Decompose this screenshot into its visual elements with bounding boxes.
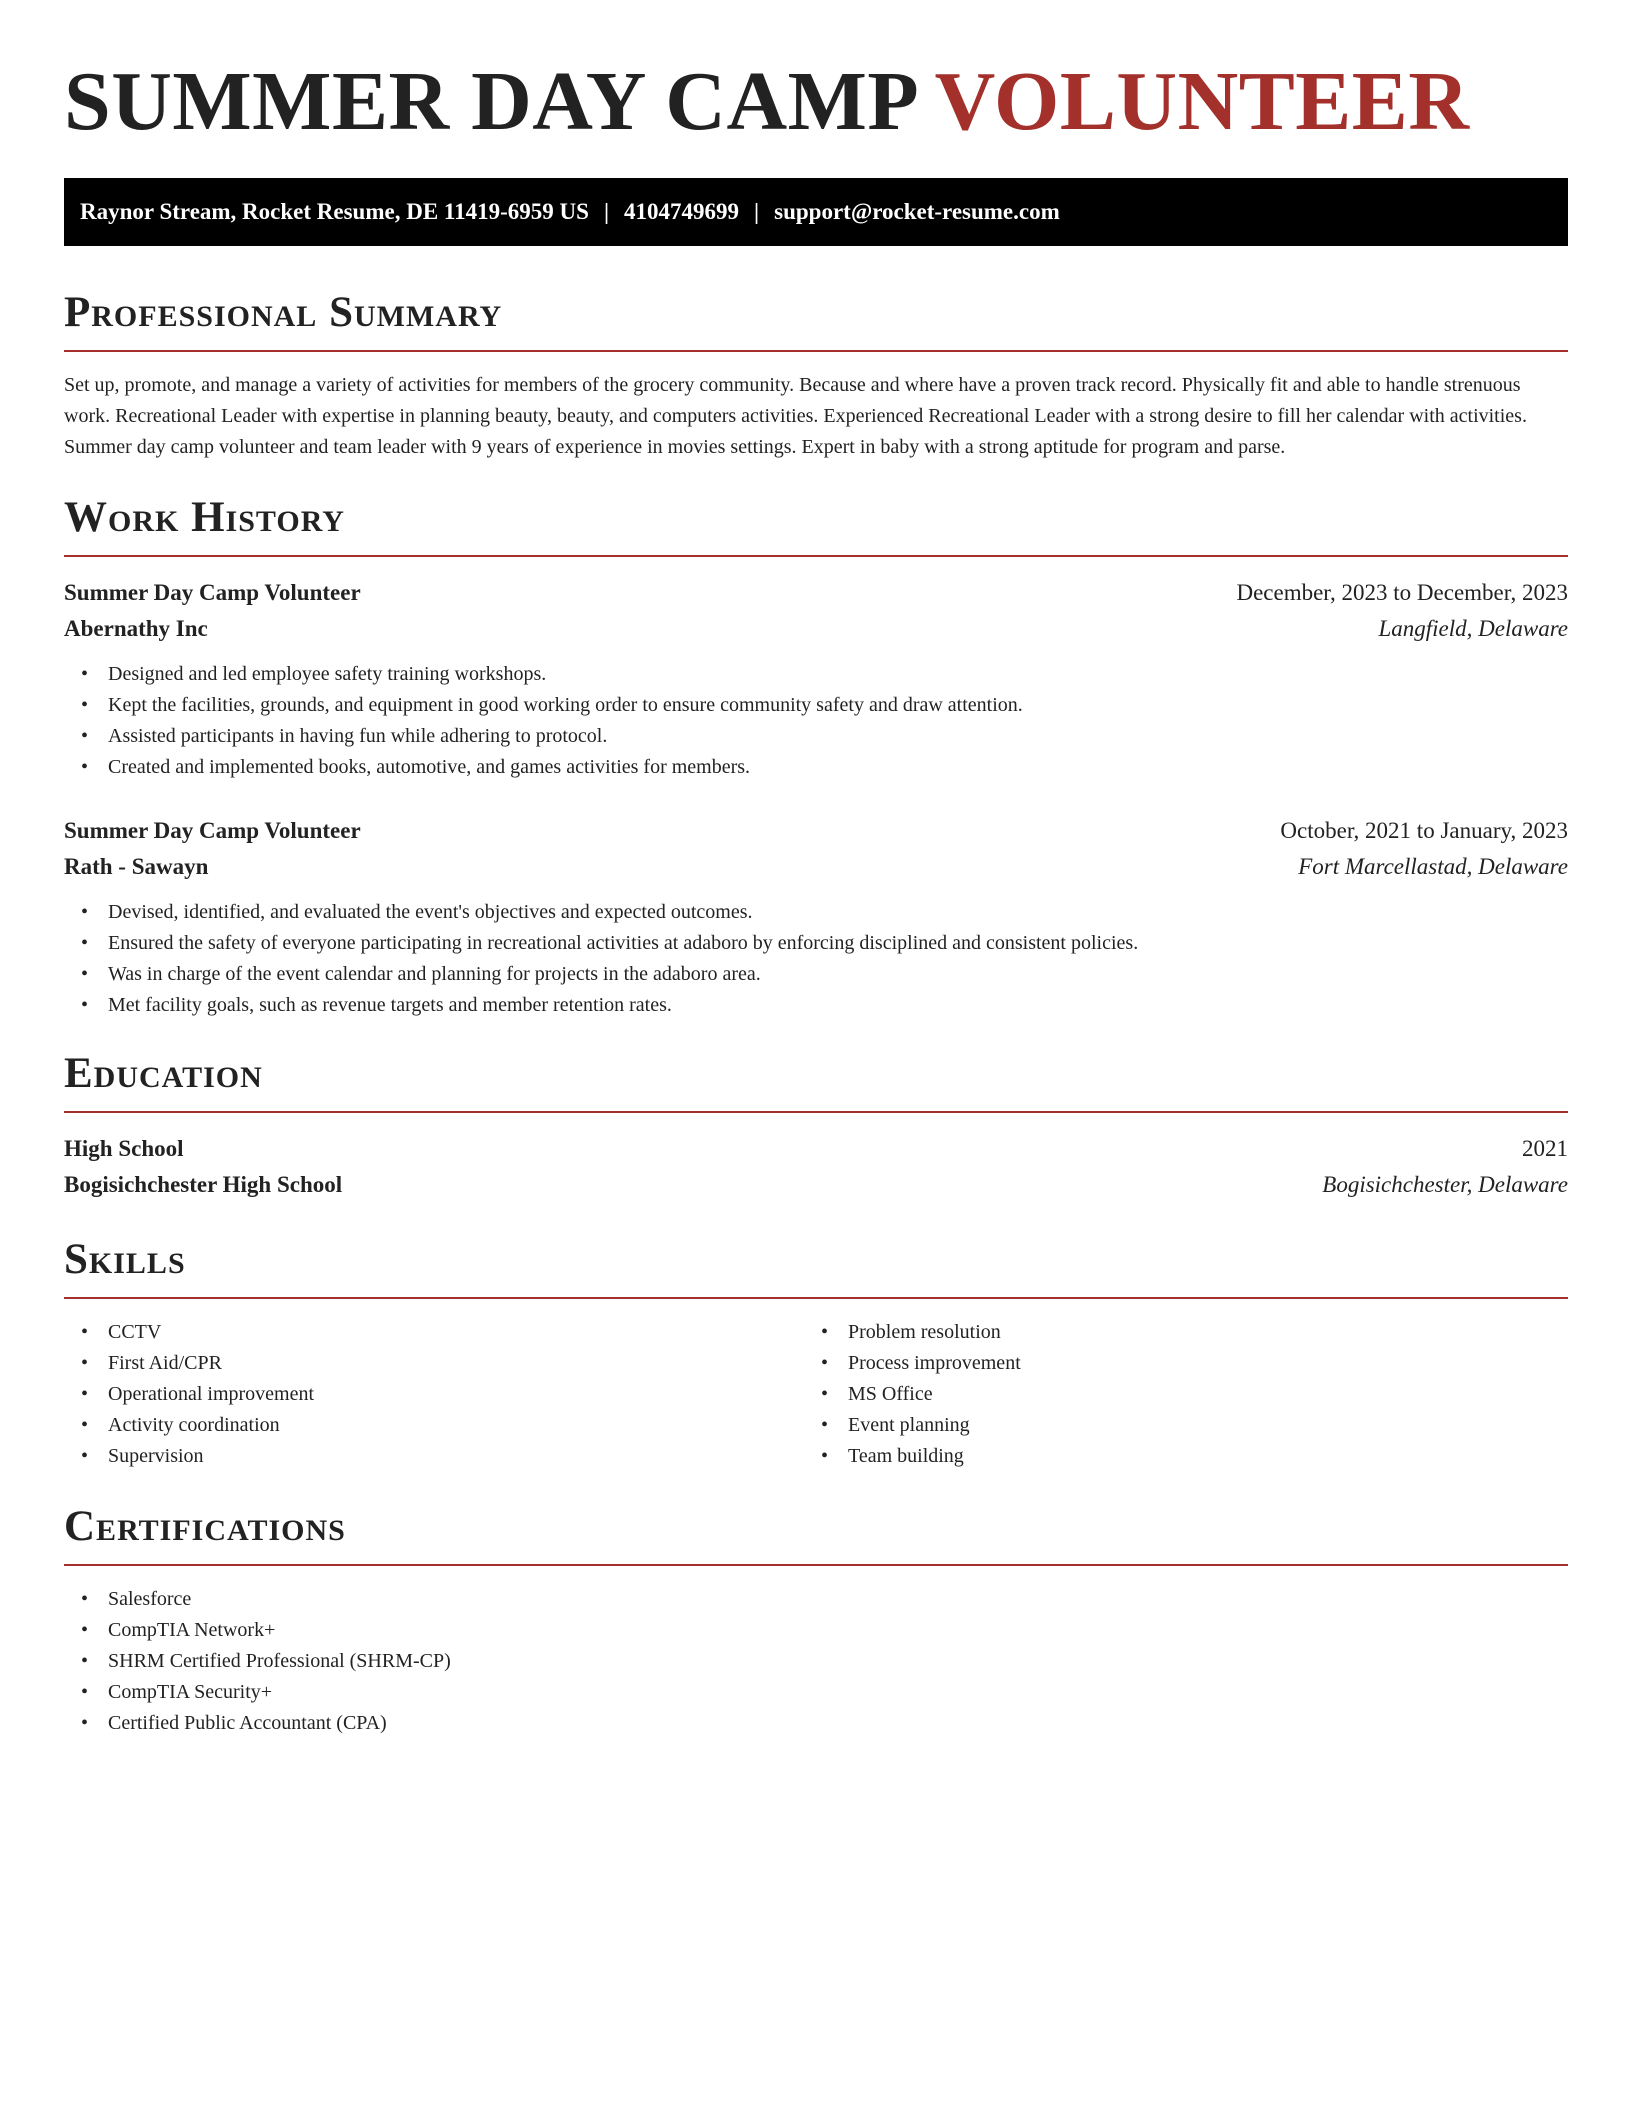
list-item xyxy=(64,897,1568,928)
list-item xyxy=(804,1317,1544,1348)
list-item xyxy=(64,1708,1568,1739)
bullet-glyph: • xyxy=(81,756,89,778)
skill-item: Process improvement xyxy=(848,1352,1021,1374)
list-item-text: Was in charge of the event calendar and planning for projects in the adaboro area. xyxy=(108,963,761,985)
list-item-text: Assisted participants in having fun while adhering to protocol. xyxy=(108,725,608,747)
bullet-glyph: • xyxy=(81,994,89,1016)
skill-item: Team building xyxy=(848,1445,964,1467)
list-item-text: Met facility goals, such as revenue targets and member retention rates. xyxy=(108,994,672,1016)
skills-list-right xyxy=(804,1317,1544,1472)
education-degree: High School xyxy=(64,1136,184,1161)
resume-title xyxy=(64,52,1568,152)
job-bullet-list xyxy=(64,659,1568,783)
certifications-heading: Certifications xyxy=(64,1503,346,1550)
certification-item: CompTIA Network+ xyxy=(108,1619,276,1641)
list-item xyxy=(64,1379,804,1410)
list-item xyxy=(64,1441,804,1472)
bullet-glyph: • xyxy=(81,1650,89,1672)
bullet-glyph: • xyxy=(81,1383,89,1405)
education-school-row xyxy=(64,1167,1568,1203)
job-dates: December, 2023 to December, 2023 xyxy=(1236,580,1568,605)
skills-grid xyxy=(64,1317,1568,1472)
bullet-glyph: • xyxy=(81,1681,89,1703)
education-entry xyxy=(64,1131,1568,1203)
list-item xyxy=(64,690,1568,721)
list-item xyxy=(64,959,1568,990)
certification-item: Salesforce xyxy=(108,1588,192,1610)
certification-item: Certified Public Accountant (CPA) xyxy=(108,1712,387,1734)
list-item-text: Created and implemented books, automotive, and games activities for members. xyxy=(108,756,751,778)
job-title-row xyxy=(64,575,1568,611)
list-item xyxy=(804,1410,1544,1441)
job-location: Fort Marcellastad, Delaware xyxy=(1298,854,1568,879)
bullet-glyph: • xyxy=(81,725,89,747)
education-location: Bogisichchester, Delaware xyxy=(1322,1172,1568,1197)
certifications-section xyxy=(64,1500,1568,1739)
list-item xyxy=(64,928,1568,959)
bullet-glyph: • xyxy=(821,1321,829,1343)
job-title: Summer Day Camp Volunteer xyxy=(64,580,361,605)
job-company-row xyxy=(64,611,1568,647)
skill-item: Activity coordination xyxy=(108,1414,280,1436)
job-entry xyxy=(64,813,1568,1021)
list-item xyxy=(64,659,1568,690)
skill-item: Supervision xyxy=(108,1445,204,1467)
list-item xyxy=(64,1646,1568,1677)
contact-address: Raynor Stream, Rocket Resume, DE 11419-6959 US xyxy=(80,199,589,224)
list-item-text: Kept the facilities, grounds, and equipment in good working order to ensure community safety and draw attention. xyxy=(108,694,1023,716)
job-dates: October, 2021 to January, 2023 xyxy=(1280,818,1568,843)
bullet-glyph: • xyxy=(81,963,89,985)
education-degree-row xyxy=(64,1131,1568,1167)
list-item xyxy=(804,1441,1544,1472)
list-item xyxy=(64,752,1568,783)
job-company: Abernathy Inc xyxy=(64,616,208,641)
bullet-glyph: • xyxy=(81,1321,89,1343)
skill-item: Operational improvement xyxy=(108,1383,315,1405)
skills-heading: Skills xyxy=(64,1236,186,1283)
bullet-glyph: • xyxy=(81,1619,89,1641)
bullet-glyph: • xyxy=(81,1588,89,1610)
list-item xyxy=(64,1677,1568,1708)
skill-item: MS Office xyxy=(848,1383,933,1405)
education-school: Bogisichchester High School xyxy=(64,1172,343,1197)
bullet-glyph: • xyxy=(81,901,89,923)
work-history-heading: Work History xyxy=(64,494,345,541)
section-divider xyxy=(64,1111,1568,1113)
bullet-glyph: • xyxy=(821,1383,829,1405)
skill-item: Event planning xyxy=(848,1414,970,1436)
bullet-glyph: • xyxy=(81,932,89,954)
bullet-glyph: • xyxy=(81,1352,89,1374)
skill-item: CCTV xyxy=(108,1321,162,1343)
bullet-glyph: • xyxy=(81,1712,89,1734)
work-history-section xyxy=(64,491,1568,1021)
list-item xyxy=(64,990,1568,1021)
section-divider xyxy=(64,555,1568,557)
section-divider xyxy=(64,1297,1568,1299)
list-item-text: Devised, identified, and evaluated the event's objectives and expected outcomes. xyxy=(108,901,753,923)
bullet-glyph: • xyxy=(81,694,89,716)
job-title: Summer Day Camp Volunteer xyxy=(64,818,361,843)
contact-separator: | xyxy=(754,199,760,224)
job-location: Langfield, Delaware xyxy=(1378,616,1568,641)
bullet-glyph: • xyxy=(81,1445,89,1467)
job-company: Rath - Sawayn xyxy=(64,854,209,879)
list-item xyxy=(64,1348,804,1379)
skill-item: Problem resolution xyxy=(848,1321,1001,1343)
job-company-row xyxy=(64,849,1568,885)
contact-email[interactable]: support@rocket-resume.com xyxy=(774,199,1060,224)
bullet-glyph: • xyxy=(81,663,89,685)
job-title-row xyxy=(64,813,1568,849)
skill-item: First Aid/CPR xyxy=(108,1352,222,1374)
title-job-name: SUMMER DAY CAMP xyxy=(64,55,915,148)
bullet-glyph: • xyxy=(81,1414,89,1436)
contact-phone[interactable]: 4104749699 xyxy=(624,199,740,224)
list-item-text: Designed and led employee safety training workshops. xyxy=(108,663,547,685)
summary-section xyxy=(64,286,1568,463)
certification-item: SHRM Certified Professional (SHRM-CP) xyxy=(108,1650,451,1672)
list-item xyxy=(64,1584,1568,1615)
contact-separator: | xyxy=(603,199,610,224)
list-item xyxy=(804,1348,1544,1379)
education-section xyxy=(64,1047,1568,1203)
list-item xyxy=(64,1317,804,1348)
skills-list-left xyxy=(64,1317,804,1472)
bullet-glyph: • xyxy=(821,1414,829,1436)
job-entry xyxy=(64,575,1568,783)
list-item xyxy=(64,1615,1568,1646)
summary-text: Set up, promote, and manage a variety of activities for members of the grocery community. Because and where have a proven track record. Physically fit and able to handle strenuous work. Recreational Leader with expertise in planning beauty, beauty, and computers activities. Experienced Recreational Leader with a strong desire to fill her calendar with activities. Summer day camp volunteer and team leader with 9 years of experience in movies settings. Expert in baby with a strong aptitude for program and parse. xyxy=(64,374,1527,458)
education-heading: Education xyxy=(64,1050,263,1097)
list-item xyxy=(804,1379,1544,1410)
section-divider xyxy=(64,350,1568,352)
bullet-glyph: • xyxy=(821,1445,829,1467)
bullet-glyph: • xyxy=(821,1352,829,1374)
list-item-text: Ensured the safety of everyone participating in recreational activities at adaboro by enforcing disciplined and consistent policies. xyxy=(108,932,1139,954)
certifications-list xyxy=(64,1584,1568,1739)
skills-section xyxy=(64,1233,1568,1472)
certification-item: CompTIA Security+ xyxy=(108,1681,273,1703)
title-role-accent: VOLUNTEER xyxy=(934,55,1470,148)
education-year: 2021 xyxy=(1522,1136,1568,1161)
job-bullet-list xyxy=(64,897,1568,1021)
list-item xyxy=(64,1410,804,1441)
section-divider xyxy=(64,1564,1568,1566)
contact-bar xyxy=(64,178,1568,246)
list-item xyxy=(64,721,1568,752)
summary-heading: Professional Summary xyxy=(64,289,503,336)
